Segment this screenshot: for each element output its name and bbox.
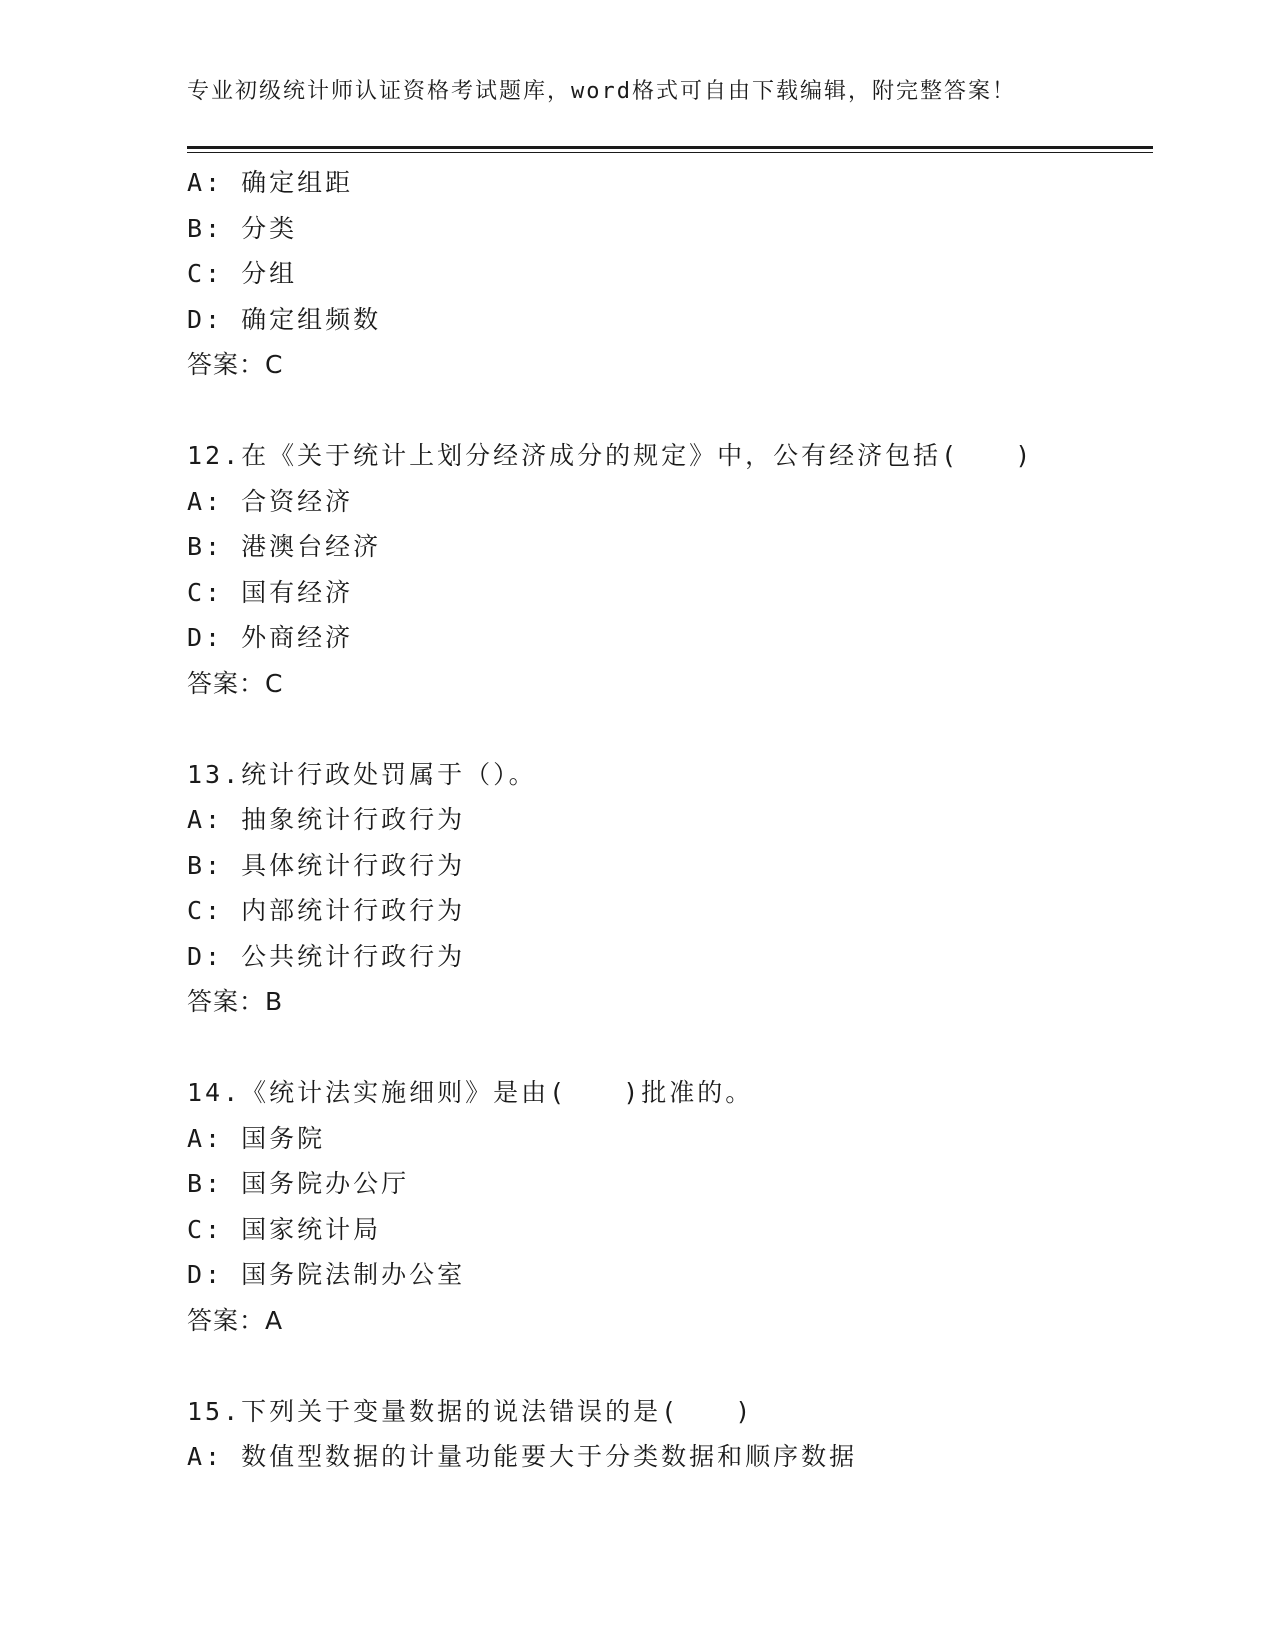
answer: 答案：C (187, 668, 284, 698)
question-text: 12.在《关于统计上划分经济成分的规定》中，公有经济包括( ) (187, 441, 1034, 470)
question-text: 13.统计行政处罚属于（）。 (187, 759, 537, 789)
option-d: D: 国务院法制办公室 (187, 1260, 466, 1289)
option-a: A: 国务院 (187, 1123, 326, 1153)
option-b: B: 国务院办公厅 (187, 1169, 410, 1198)
spacer (187, 706, 1153, 752)
option-a: A: 合资经济 (187, 486, 354, 516)
question-15 (187, 1389, 1153, 1480)
question-text: 14.《统计法实施细则》是由( )批准的。 (187, 1078, 754, 1107)
option-a: A: 抽象统计行政行为 (187, 805, 466, 834)
answer: 答案：A (187, 1305, 284, 1335)
option-a: A: 确定组距 (187, 168, 354, 197)
header-divider-thick (187, 146, 1153, 149)
option-d: D: 外商经济 (187, 623, 354, 652)
spacer (187, 1343, 1153, 1389)
option-c: C: 国家统计局 (187, 1214, 382, 1244)
option-d: D: 确定组频数 (187, 304, 382, 334)
question-14 (187, 1070, 1153, 1343)
option-b: B: 港澳台经济 (187, 532, 382, 561)
spacer (187, 1025, 1153, 1071)
page-header: 专业初级统计师认证资格考试题库，word格式可自由下载编辑，附完整答案！ (187, 79, 1016, 104)
header-divider-thin (187, 152, 1153, 153)
question-12 (187, 433, 1153, 706)
answer: 答案：C (187, 350, 284, 379)
question-13 (187, 752, 1153, 1025)
option-b: B: 具体统计行政行为 (187, 850, 466, 880)
option-d: D: 公共统计行政行为 (187, 941, 466, 971)
option-c: C: 国有经济 (187, 577, 354, 607)
option-c: C: 内部统计行政行为 (187, 896, 466, 925)
question-text: 15.下列关于变量数据的说法错误的是( ) (187, 1396, 754, 1426)
spacer (187, 388, 1153, 434)
option-b: B: 分类 (187, 213, 298, 243)
question-11 (187, 160, 1153, 388)
question-list (187, 160, 1153, 1480)
option-c: C: 分组 (187, 259, 298, 288)
answer: 答案：B (187, 987, 284, 1016)
option-a: A: 数值型数据的计量功能要大于分类数据和顺序数据 (187, 1442, 858, 1471)
